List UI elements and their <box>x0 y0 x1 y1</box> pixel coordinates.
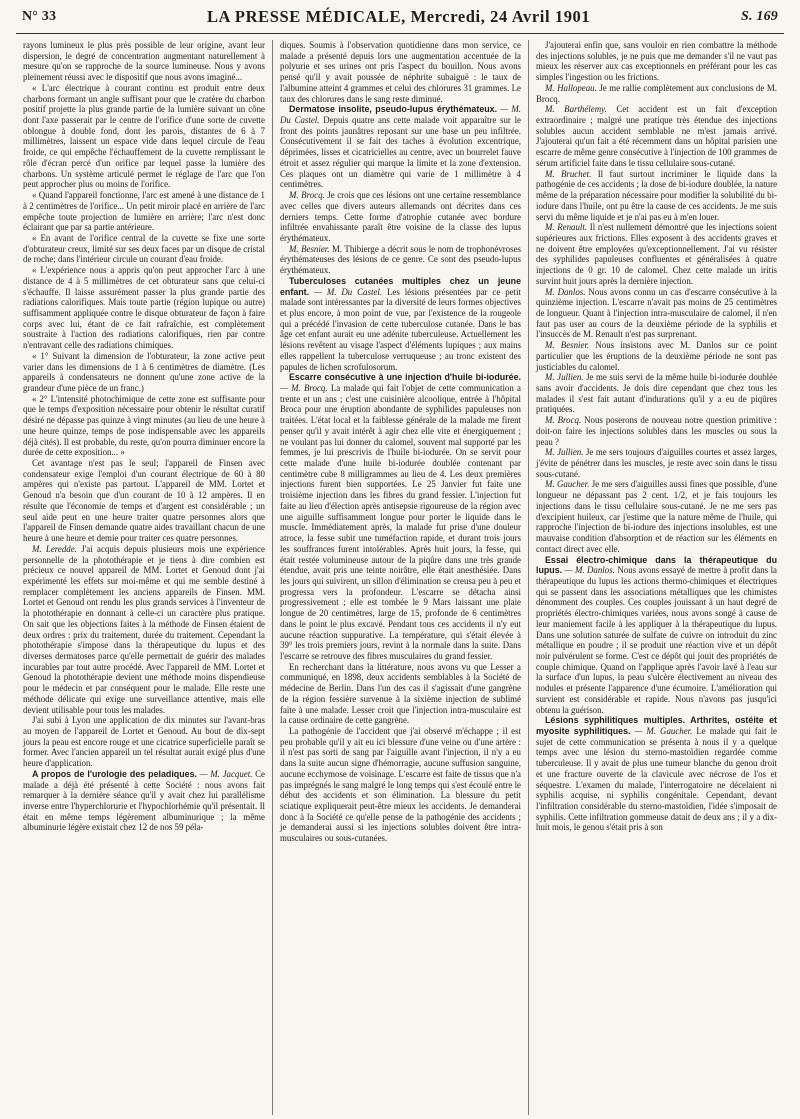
paragraph <box>280 40 521 104</box>
paragraph-text: Nous avons essayé de mettre à profit dans la thérapeutique du lupus les actions thermo-chimiques et électriques qui se passent dans les associations métalliques que les chimistes dénomment des couples. Ces couples jouissant à un haut degré de propriétés électro-chimiques variées, nous avons songé à cause de leur maniement facile à les appliquer à la thérapeutique du lupus. Dans une solution saturée de sulfate de cuivre on introduit du zinc métallique en poudre ; il se produit une réaction vive et un dépôt noir pulvérulent se forme. C'est ce dépôt qui jouit des propriétés de couple chimique. Quand on l'applique après l'avoir lavé à l'eau sur la surface d'un lupus, la peau s'ulcère électivement au niveau des nodules et présente l'apparence d'une écumoire. L'amélioration qui survient est considérable et rapide. Nous n'avons pas jusqu'ici obtenu la guérison. <box>536 565 777 715</box>
section-heading: Dermatose insolite, pseudo-lupus érythémateux. <box>289 104 498 115</box>
speaker-name: M. Danlos. <box>545 286 586 297</box>
paragraph <box>23 394 265 458</box>
paragraph-text: Je me sers toujours d'aiguilles courtes et assez larges, j'évite de pénétrer dans les muscles, je reste avec soin dans le tissu sous-cutané. <box>536 447 777 479</box>
section-heading: Essai électro-chimique dans la thérapeutique du lupus. <box>536 554 777 576</box>
page-number-right: S. 169 <box>741 8 778 24</box>
paragraph <box>536 479 777 554</box>
paragraph-text: « En avant de l'orifice central de la cuvette se fixe une sorte d'obturateur creux, limité sur ses deux faces par un disque de cristal de roche; dans l'intérieur circule un courant d'eau froide. <box>23 232 265 265</box>
paragraph <box>280 190 521 244</box>
speaker-name: M. Jullien. <box>545 447 584 458</box>
paragraph-text: « 1° Suivant la dimension de l'obturateur, la zone active peut varier dans les dimensions de 1 à 6 centimètres de diamètre. (Les appareils à condensateurs ne donnent qu'une zone active de la grandeur d'une pièce de un franc.) <box>23 350 265 393</box>
paragraph <box>536 104 777 168</box>
speaker-name: — M. Jacquet. <box>196 768 253 779</box>
speaker-name: — M. Brocq. <box>280 383 328 393</box>
paragraph-text: Le malade qui fait le sujet de cette communication se présenta à nous il y a quelque temps avec une lésion du sterno-mastoïdien regardée comme tuberculeuse. Il y avait de plus une tumeur blanche du genou droit et une fracture ouverte de la clavicule avec nécrose de l'os et séquestre. L'examen du malade, l'interrogatoire ne décelaient ni syphilis acquise, ni syphilis congénitale. Cependant, devant l'infiltration considérable du sterno-mastoïdien, l'idée s'imposait de syphilis. Cette infiltration gommeuse datait de deux ans ; il y a dix-huit mois, le genou s'était pris à son <box>536 726 777 833</box>
paragraph-text: Les lésions présentées par ce petit malade sont intéressantes par la diversité de leurs formes objectives et plus encore, à mon point de vue, par l'existence de la rougeole qui a précédé l'invasion de cette tuberculose cutanée. Dans le bas âge cet enfant aurait eu une adénite tuberculeuse. Actuellement les lésions revêtent au visage l'aspect d'éléments lupiques ; aux mains elles rappellent la tuberculose verruqueuse ; au tronc existent des papules de lichen scrofulosorum. <box>280 286 521 372</box>
paragraph-text: La pathogénie de l'accident que j'ai observé m'échappe ; il est peu probable qu'il y ait eu ici blessure d'une veine ou d'une artère : il n'est pas sorti de sang par l'aiguille avant l'injection, il n'y a eu dans la suite aucun signe d'hémorragie, aucune suffusion sanguine, aucune ecchymose de voisinage. L'escarre est faite de tissus que n'a pas imprégnés le sang malgré le long temps qui s'est écoulé entre le début des accidents et son élimination. La blessure du petit sciatique expliquerait peut-être mieux les accidents. Je demanderai donc à la Société ce qu'elle pense de la pathogénie des accidents ; je demanderai aussi si les injections solubles doivent être intra-musculaires ou sous-cutanées. <box>280 726 521 844</box>
speaker-name: — M. Danlos. <box>562 565 615 576</box>
speaker-name: M. Brocq. <box>545 415 582 426</box>
paragraph-text: Il n'est nullement démontré que les injections soient supérieures aux frictions. Elles exposent à des accidents graves et ne doivent être employées qu'exceptionnellement. J'ai vu résister des syphilides papuleuses confluentes et généralisées à quatre injections de 0 gr. 10 de calomel. Chez cette malade un iritis survint huit jours après la dernière injection. <box>536 222 778 286</box>
paragraph <box>280 726 521 844</box>
column-3 <box>528 40 784 1115</box>
paragraph <box>536 222 777 286</box>
paragraph-text: J'ajouterai enfin que, sans vouloir en rien combattre la méthode des injections solubles, je ne puis que me demander s'il ne vaut pas mieux les réserver aux cas exceptionnels en préférant pour les cas simples l'ingestion ou les frictions. <box>536 40 777 83</box>
paragraph <box>23 769 265 833</box>
paragraph <box>280 104 521 190</box>
paragraph <box>536 83 777 104</box>
paragraph <box>23 40 265 83</box>
speaker-name: M. Besnier. <box>545 340 590 351</box>
section-heading: A propos de l'urologie des peladiques. <box>32 768 197 779</box>
paragraph-text: Nous insistons avec M. Danlos sur ce point particulier que les éruptions de la deuxième période ne sont pas justiciables du calomel. <box>536 340 777 372</box>
column-1 <box>16 40 272 1115</box>
speaker-name: M. Brocq. <box>289 190 325 201</box>
paragraph-text: J'ai acquis depuis plusieurs mois une expérience personnelle de la photothérapie et je tiens à dire combien est précieux ce nouvel appareil de MM. Lortet et Genoud dont j'ai expérimenté les effets sur moi-même et qui me semble destiné à remplacer complètement les anciens appareils de Finsen. MM. Lortet et Genoud ont rendu les plus grands services à l'inventeur de la photothérapie en donnant à celle-ci un caractère plus pratique. On sait que les objections faites à la méthode de Finsen étaient de deux ordres : prix du traitement, durée du traitement. Cependant la photothérapie s'impose dans la thérapeutique du lupus et des diverses dermatoses parce qu'elle permettait de guérir des malades incurables par tout autre procédé. Avec l'appareil de MM. Lortet et Genoud la photothérapie devient une méthode moins dispendieuse pour le médecin et par conséquent pour le malade. Elle reste une méthode délicate qui exige une surveillance attentive, mais elle devient utilisable pour tous les malades. <box>23 543 265 715</box>
section-heading: Tuberculoses cutanées multiples chez un jeune enfant. <box>280 275 521 297</box>
paragraph <box>536 415 777 447</box>
speaker-name: — M. Gaucher. <box>630 726 693 736</box>
speaker-name: M. Gaucher. <box>545 479 590 490</box>
paragraph-text: Il faut surtout incriminer le liquide dans la pathogénie de ces accidents ; la dose de bi-iodure doublée, la nature même de la préparation nécessaire pour modifier la solubilité du bi-iodure dans l'huile, ont pu être la cause de ces accidents. Je me suis servi du même liquide et je n'ai pas eu à m'en louer. <box>536 168 778 222</box>
paragraph-text: diques. Soumis à l'observation quotidienne dans mon service, ce malade a présenté depuis lors une augmentation accentuée de la polyurie et ses urines ont pris l'aspect du bouillon. Nous avons pensé qu'il y avait poussée de néphrite subaiguë : le taux de l'albumine atteint 4 grammes et celui des chlorures 31 grammes. Le taux des chlorures dans le sang reste diminué. <box>280 40 521 104</box>
section-heading: Lésions syphilitiques multiples. Arthrites, ostéite et myosite syphilitiques. <box>536 715 777 736</box>
paragraph <box>536 287 777 341</box>
paragraph <box>23 458 265 544</box>
speaker-name: M. Jullien. <box>545 372 584 383</box>
column-2 <box>272 40 528 1115</box>
journal-title: LA PRESSE MÉDICALE, Mercredi, 24 Avril 1901 <box>206 6 591 26</box>
paragraph-text: rayons lumineux le plus près possible de leur origine, avant leur dispersion, le degré de concentration augmentant naturellement à mesure qu'on se rapproche de la source lumineuse. Nous y avons pleinement réussi avec le dispositif que nous avons imaginé... <box>23 40 265 83</box>
paragraph <box>23 233 265 265</box>
paragraph <box>536 169 777 223</box>
page-header <box>16 0 784 34</box>
paragraph-text: « 2° L'intensité photochimique de cette zone est suffisante pour que le temps d'exposition nécessaire pour obtenir le résultat curatif désiré ne dépasse pas quinze à vingt minutes (au lieu de une heure à une heure quinze, temps de pose indispensable avec les appareils déjà cités). Il est probable, du reste, qu'on pourra diminuer encore la durée de cette exposition... » <box>23 393 265 458</box>
speaker-name: M. Barthélemy. <box>545 104 607 115</box>
paragraph <box>23 265 265 351</box>
paragraph <box>280 372 521 661</box>
paragraph-text: J'ai subi à Lyon une application de dix minutes sur l'avant-bras au moyen de l'appareil de Lortet et Genoud. Au bout de dix-sept jours la peau est encore rouge et une cicatrice superficielle paraît se former. Avec l'ancien appareil un tel résultat aurait exigé plus d'une heure d'application. <box>23 715 265 769</box>
paragraph <box>280 276 521 372</box>
paragraph <box>536 447 777 479</box>
page-number-left: N° 33 <box>22 8 57 24</box>
paragraph <box>280 244 521 276</box>
speaker-name: M. Leredde. <box>32 543 77 554</box>
speaker-name: M. Renault. <box>545 222 588 233</box>
paragraph-text: Cet avantage n'est pas le seul; l'appareil de Finsen avec condensateur exige l'emploi d'un courant électrique de 60 à 80 ampères qui n'existe pas partout. L'appareil de MM. Lortet et Genoud n'a besoin que d'un courant de 10 à 12 ampères. Il en résulte que l'économie de temps et d'argent est considérable ; un seul aide peut en une heure traiter quatre personnes alors que l'appareil de Finsen demande quatre aides travaillant chacun de une heure à une heure et demie pour traiter ces quatre personnes. <box>23 458 265 544</box>
speaker-name: — M. Du Castel. <box>309 286 383 297</box>
section-heading: Escarre consécutive à une injection d'huile bi-iodurée. <box>289 372 521 383</box>
paragraph-text: Je me rallie complètement aux conclusions de M. Brocq. <box>536 82 777 104</box>
speaker-name: M. Hallopeau. <box>545 82 597 93</box>
paragraph <box>23 544 265 716</box>
paragraph <box>536 340 777 372</box>
paragraph <box>280 662 521 726</box>
paragraph-text: « L'arc électrique à courant continu est produit entre deux charbons formant un angle suffisant pour que le cratère du charbon positif projette la plus grande partie de la lumière suivant un cône dont l'axe passerait par le centre de l'orifice d'une sorte de cuvette oblongue à double fond, dont les parois, distantes de 6 à 7 millimètres, laissent un espace vide dans lequel circule de l'eau froide, ce qui empêche l'échauffement de la cuvette remplissant le rôle d'écran percé d'un orifice par lequel passe la lumière des charbons. Un système articulé permet le réglage de l'arc que l'on peut approcher plus ou moins de l'orifice. <box>23 82 265 190</box>
paragraph <box>536 40 777 83</box>
paragraph <box>23 715 265 769</box>
paragraph-text: Nous poserons de nouveau notre question primitive : doit-on faire les injections solubles dans les muscles ou sous la peau ? <box>536 415 777 447</box>
paragraph-text: Nous avons connu un cas d'escarre consécutive à la quinzième injection. L'escarre n'avait pas moins de 25 centimètres de longueur. Quant à l'injection intra-musculaire de calomel, il n'en faut pas user au cours de la deuxième période de la syphilis et l'insuccès de M. Renault n'est pas surprenant. <box>536 286 777 340</box>
paragraph <box>536 372 777 415</box>
paragraph-text: Cet accident est un fait d'exception extraordinaire ; malgré une pratique très étendue des injections solubles aucun accident semblable ne m'est jamais arrivé. J'ajouterai qu'un fait a été récemment dans un hôpital parisien une escarre de même genre consécutive à l'injection de 100 grammes de sérum artificiel faite dans le tissu cellulaire sous-cutané. <box>536 104 778 168</box>
paragraph-text: Je crois que ces lésions ont une certaine ressemblance avec celles que divers auteurs allemands ont décrites dans ces derniers temps. Cette forme d'atrophie cutanée avec bordure infiltrée envahissante paraît être voisine de la classe des lupus érythémateux. <box>280 190 521 243</box>
paragraph <box>536 555 777 716</box>
paragraph-text: Ce malade a déjà été présenté à cette Société : nous avons fait remarquer à la dernière séance qu'il y avait chez lui parallélisme inverse entre l'hyperchlorurie et l'hypochlorhémie qu'il présentait. Il était en même temps légèrement albuminurique ; la même albuminurie légère existait chez 12 de nos 59 péla- <box>23 768 265 833</box>
speaker-name: M. Bruchet. <box>545 168 592 179</box>
paragraph-text: « L'expérience nous a appris qu'on peut approcher l'arc à une distance de 4 à 5 millimètres de cet obturateur sans que celui-ci s'échauffe. Il laisse assurément passer la plus grande partie des radiations calorifiques. Mais toute partie (région lupique ou autre) suffisamment appliquée contre le disque obturateur de façon à faire corps avec lui, étant de ce fait rafraîchie, est complètement soustraite à l'action des radiations calorifiques, rien par contre n'entravant celle des radiations chimiques. <box>23 265 265 351</box>
paragraph-text: Je me sers d'aiguilles aussi fines que possible, d'une longueur ne dépassant pas 2 cent. 1/2, et je fais toujours les injections dans le tissu cellulaire sous-cutané. Je ne me sers pas d'excipient huileux, car j'estime que la nature même de l'huile, qui rapproche l'injection de bi-iodure des injections insolubles, est une mauvaise condition d'absorption et de réaction sur les éléments en contact direct avec elle. <box>536 479 777 554</box>
paragraph-text: En recherchant dans la littérature, nous avons vu que Lesser a communiqué, en 1898, deux accidents semblables à la Société de médecine de Berlin. Dans l'un des cas il s'agissait d'une gangrène de la région fessière survenue à la sixième injection de sublimé faite à une malade. Lesser croit que l'injection intra-musculaire est la cause ordinaire de cette gangrène. <box>280 661 521 726</box>
paragraph-text: Je me suis servi de la même huile bi-iodurée doublée sans avoir d'accidents. Je dois dire cependant que chez tous les malades il s'est fait autant d'indurations qu'il y a eu de piqûres pratiquées. <box>536 372 778 415</box>
paragraph-text: M. Thibierge a décrit sous le nom de trophonévroses érythémateuses des lésions de ce genre. Ce sont des pseudo-lupus érythémateux. <box>280 243 521 276</box>
speaker-name: — M. Du Castel. <box>280 104 521 126</box>
speaker-name: M. Besnier. <box>289 243 330 254</box>
text-columns <box>16 40 784 1115</box>
paragraph-text: La malade qui fait l'objet de cette communication a trente et un ans ; c'est une cuisinière alcoolique, entrée à l'hôpital Broca pour une éruption abondante de syphilides papuleuses non traitées. L'état local et la faiblesse générale de la malade me firent penser qu'il y avait intérêt à agir chez elle vite et énergiquement ; ne voulant pas lui donner du calomel, souvent mal supporté par les femmes, je lui prescrivis de l'huile bi-iodurée. On se servit pour cette malade d'une huile bi-iodurée doublée contenant par centimètre cube 8 milligrammes au lieu de 4. Les deux premières injections furent bien supportées. Le 25 Janvier fut faite une troisième injection dans les fibres du grand fessier. L'injection fut faite au lieu d'élection après antisepsie rigoureuse de la région avec une aiguille suffisamment longue pour porter le liquide dans le muscle. Immédiatement après, la malade fut prise d'une douleur atroce, la fesse subit une tuméfaction rapide, et durant trois jours les souffrances furent intolérables. Après huit jours, la fesse, qui était restée volumineuse autour de la piqûre dans une très grande étendue, avait pris une teinte noirâtre, elle était anesthésiée. Dans les jours qui suivirent, un sillon d'élimination se creusa peu à peu et progressa vers la profondeur. L'escarre se détacha ainsi progressivement ; elle est tombée le 9 Mars laissant une plaie longue de 20 centimètres, large de 15, profonde de 6 centimètres dans le point le plus excavé. Pendant tous ces accidents il n'y eut aucune réaction suppurative. La température, qui s'était élevée à 39° les trois premiers jours, revint à la normale dans la suite. Dans l'escarre se retrouve des fibres musculaires du grand fessier. <box>280 383 521 661</box>
paragraph <box>23 190 265 233</box>
paragraph <box>23 83 265 190</box>
paragraph <box>536 715 777 833</box>
paragraph-text: « Quand l'appareil fonctionne, l'arc est amené à une distance de 1 à 2 centimètres de l'orifice... Un petit miroir placé en arrière de l'arc empêche toute projection de lumière en arrière; l'arc n'est donc éclairant que par sa partie antérieure. <box>23 190 265 233</box>
paragraph-text: Depuis quatre ans cette malade voit apparaître sur le front des points jaunâtres reposant sur une base un peu infiltrée. Consécutivement il se fait des taches à évolution excentrique, déprimées, lisses et cicatricielles au centre, avec un bourrelet fauve étroit et assez régulier qui marque la limite et la zone d'extension. Ces plaques ont un diamètre qui varie de 1 millimètre à 4 centimètres. <box>280 115 521 190</box>
paragraph <box>23 351 265 394</box>
